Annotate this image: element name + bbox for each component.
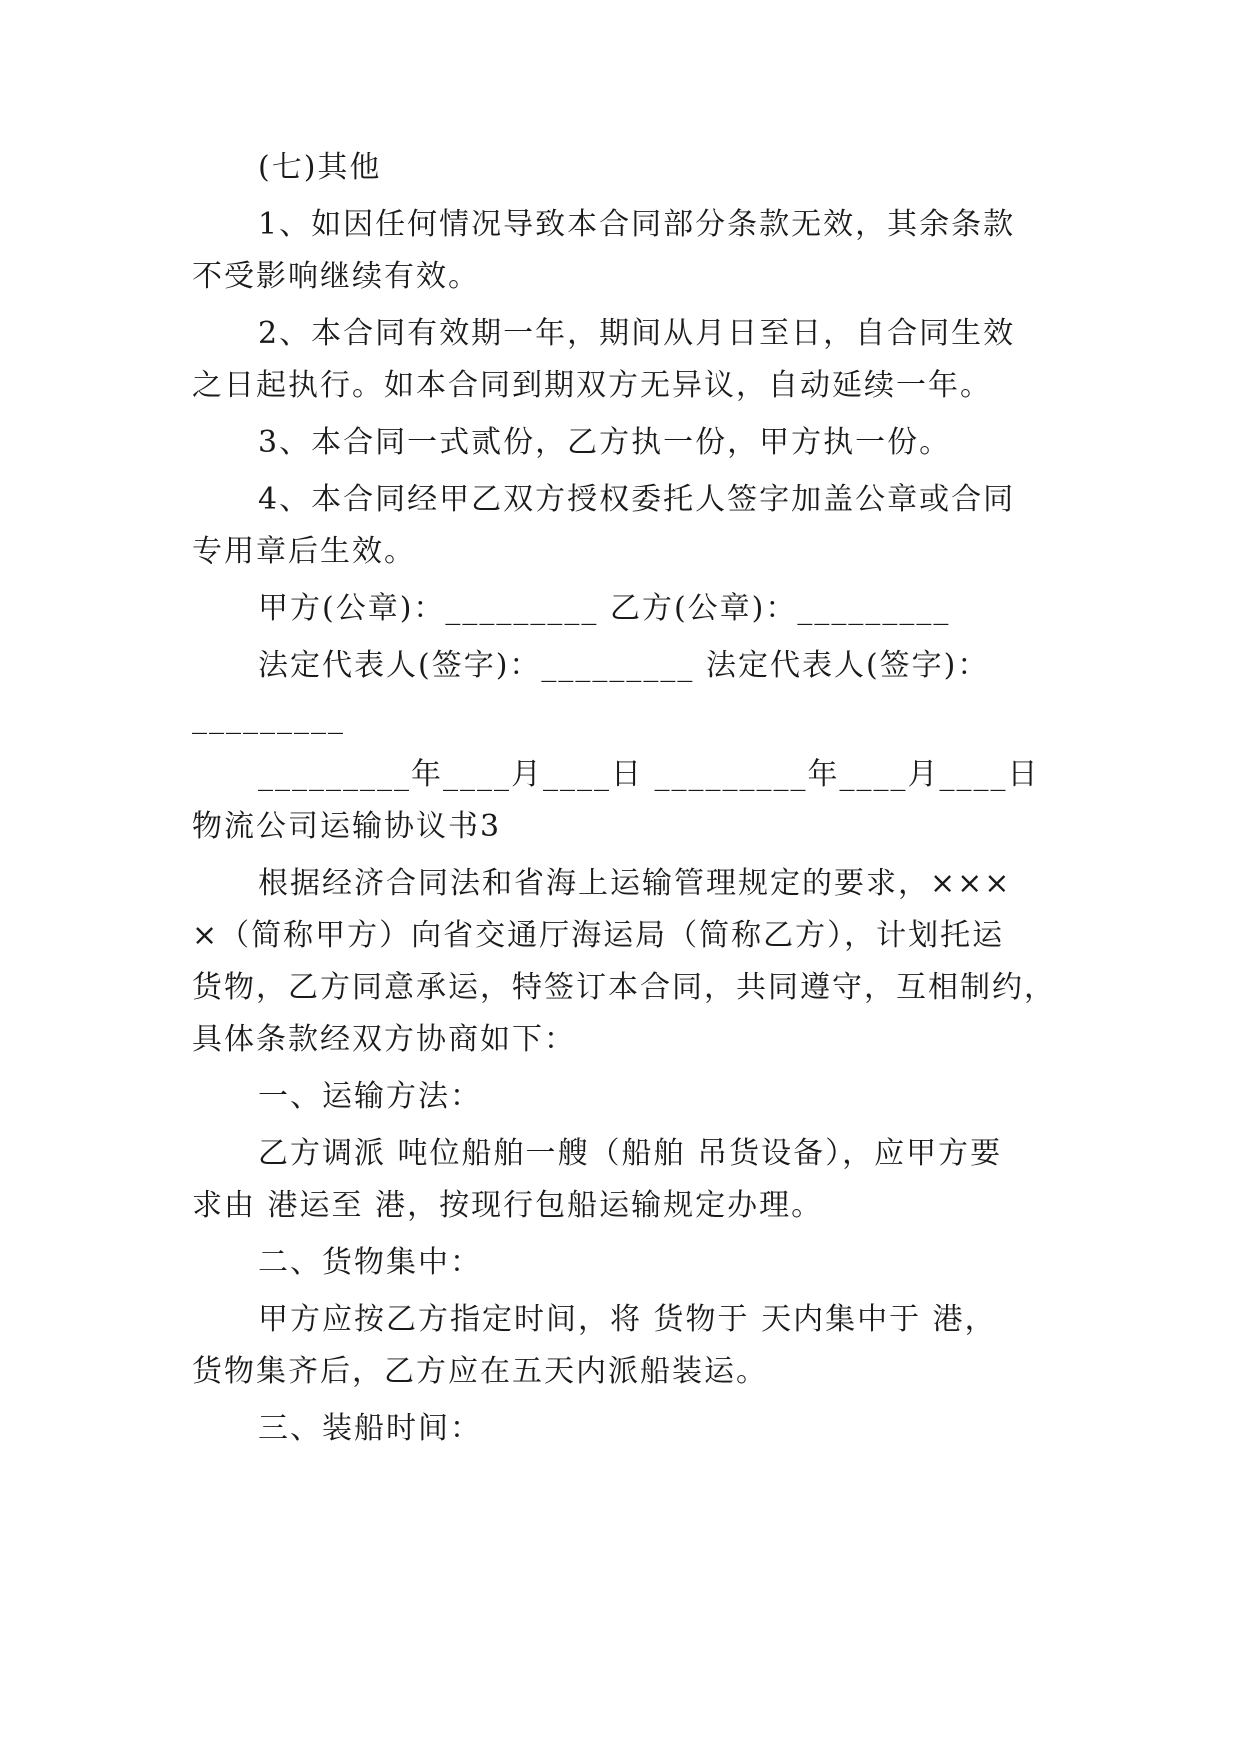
agreement-title: 物流公司运输协议书3 [192, 809, 502, 844]
section-2-heading: 二、货物集中： [258, 1245, 482, 1280]
legal-representative-line: 法定代表人(签字)：_________ 法定代表人(签字)： [258, 648, 990, 683]
signature-blank-continuation: _________ [192, 700, 345, 735]
intro-line-1: 根据经济合同法和省海上运输管理规定的要求，××× [258, 866, 1012, 901]
intro-line-2: ×（简称甲方）向省交通厅海运局（简称乙方），计划托运 [192, 918, 1005, 953]
clause-4-line-2: 专用章后生效。 [192, 534, 416, 569]
section-2-line-2: 货物集齐后，乙方应在五天内派船装运。 [192, 1354, 768, 1389]
section-1-line-1: 乙方调派 吨位船舶一艘（船舶 吊货设备），应甲方要 [258, 1136, 1003, 1171]
clause-2-line-2: 之日起执行。如本合同到期双方无异议，自动延续一年。 [192, 368, 992, 403]
section-1-line-2: 求由 港运至 港，按现行包船运输规定办理。 [192, 1188, 824, 1223]
clause-4-line-1: 4、本合同经甲乙双方授权委托人签字加盖公章或合同 [258, 482, 1016, 517]
section-3-heading: 三、装船时间： [258, 1411, 482, 1446]
section-heading-other: (七)其他 [258, 150, 382, 185]
clause-1-line-1: 1、如因任何情况导致本合同部分条款无效，其余条款 [258, 207, 1016, 242]
party-seal-line: 甲方(公章)：_________ 乙方(公章)：_________ [258, 591, 951, 626]
intro-line-4: 具体条款经双方协商如下： [192, 1022, 576, 1057]
clause-3: 3、本合同一式贰份，乙方执一份，甲方执一份。 [258, 425, 952, 460]
section-2-line-1: 甲方应按乙方指定时间，将 货物于 天内集中于 港， [258, 1302, 997, 1337]
intro-line-3: 货物，乙方同意承运，特签订本合同，共同遵守，互相制约， [192, 970, 1056, 1005]
section-1-heading: 一、运输方法： [258, 1079, 482, 1114]
clause-2-line-1: 2、本合同有效期一年，期间从月日至日，自合同生效 [258, 316, 1016, 351]
date-line: _________年____月____日 _________年____月____日 [258, 757, 1040, 792]
clause-1-line-2: 不受影响继续有效。 [192, 259, 480, 294]
